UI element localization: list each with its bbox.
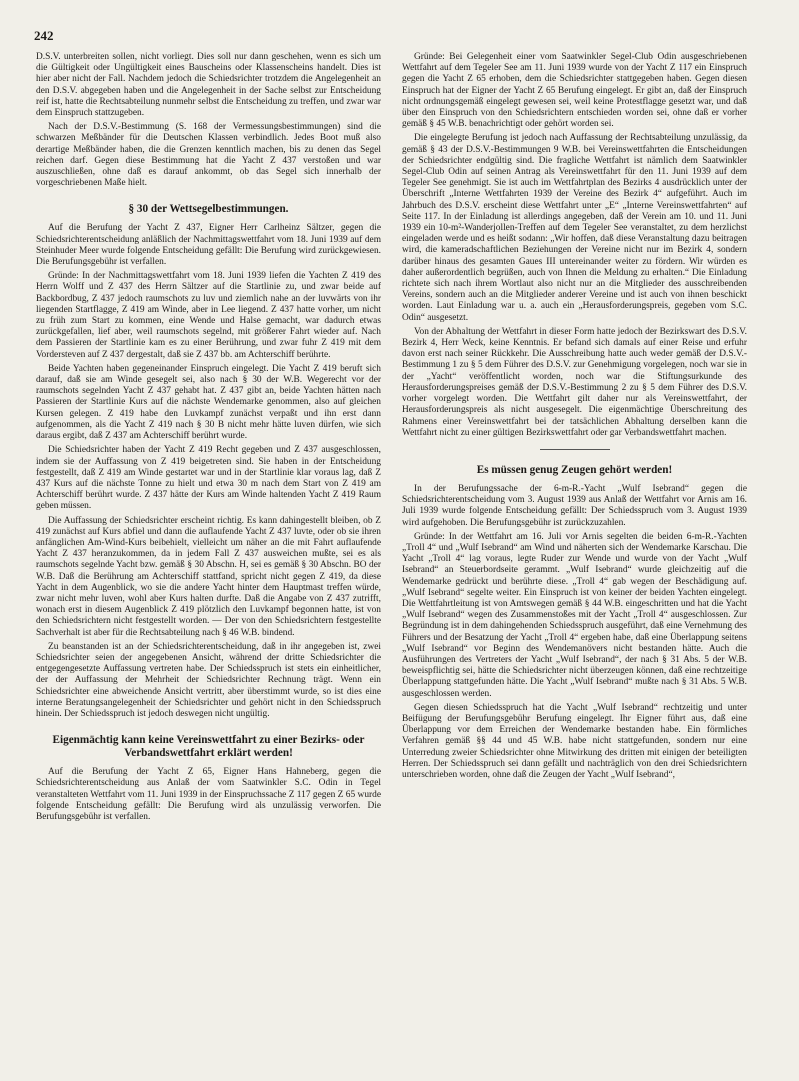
- paragraph: Die Auffassung der Schiedsrichter erscheint richtig. Es kann dahingestellt bleiben, ob Z 419 zunächst auf Kurs abfiel und dann die auflaufende Yacht Z 437 luvte, oder ob sie ihren anfänglichen Am-Wind-Kurs beibehielt, vielleicht um näher an die mit Fahrt auflaufende Yacht Z 437 heranzukommen, da in jedem Fall Z 437 ausweichen mußte, sei es als raumschots segelnde Yacht bzw. gemäß § 30 Abschn. H, sei es gemäß § 30 Abschn. BO der W.B. Daß die Berührung am Achterschiff stattfand, spricht nicht gegen Z 419, da diese Yacht in dem Augenblick, wo sie die andere Yacht hinter dem Hauptmast treffen würde, zwar nicht mehr luven, wohl aber Kurs halten durfte. Daß die Angabe von Z 437 zutrifft, wonach erst in diesem Augenblick Z 419 plötzlich den Luvkampf begonnen hatte, ist von den Schiedsrichtern nicht festgestellt worden. — Der von den Schiedsrichtern festgestellte Sachverhalt ist aber für die Rechtsabteilung nach § 46 W.B. bindend.: [36, 515, 381, 638]
- section-divider: [540, 449, 610, 450]
- paragraph: Auf die Berufung der Yacht Z 65, Eigner Hans Hahneberg, gegen die Schiedsrichterentscheidung aus Anlaß der vom Saatwinkler S.C. Odin in Tegel veranstalteten Wettfahrt vom 11. Juni 1939 in der Einspruchssache Z 117 gegen Z 65 wurde folgende Entscheidung gefällt: Die Berufung wird als unzulässig verworfen. Die Berufungsgebühr ist verfallen.: [36, 767, 381, 822]
- section-heading: Es müssen genug Zeugen gehört werden!: [476, 463, 673, 476]
- paragraph: Gründe: In der Wettfahrt am 16. Juli vor Arnis segelten die beiden 6-m-R.-Yachten „Troll 4“ und „Wulf Isebrand“ am Wind und näherten sich der Wendemarke Karschau. Die Yacht „Troll 4“ lag voraus, legte Ruder zur Wende und wurde von der Yacht „Wulf Isebrand“ an Steuerbordseite gerammt. „Wulf Isebrand“ wurde gleichzeitig auf die Wendemarke gedrückt und berührte diese. „Troll 4“ gab wegen der Beschädigung auf. „Wulf Isebrand“ segelte weiter. Ein Einspruch ist von keiner der beiden Yachten eingelegt. Die Wettfahrtleitung ist von Amtswegen gemäß § 44 W.B. eingeschritten und hat die Yacht „Wulf Isebrand“ wegen des Zusammenstoßes mit der Yacht „Troll 4“ ausgeschlossen. Zur Begründung ist in dem dahingehenden Schiedsspruch ausgeführt, daß eine Vernehmung des Führers und der Besatzung der Yacht „Troll 4“ ergeben habe, daß eine Überlappung seitens „Wulf Isebrand“ vor Beginn des Wendemanövers nicht bestanden hätte. Auch die Ausführungen des Vertreters der Yacht „Wulf Isebrand“, der nach § 31 Abs. 5 der W.B. beweispflichtig sei, hätte die Schiedsrichter nicht überzeugen können, daß eine rechtzeitige Überlappung stattgefunden hätte. Die Yacht „Wulf Isebrand“ mußte nach § 31 Abs. 5 W.B. ausgeschlossen werden.: [402, 531, 747, 699]
- paragraph: Zu beanstanden ist an der Schiedsrichterentscheidung, daß in ihr angegeben ist, zwei Schiedsrichter seien der angegebenen Ansicht, während der dritte Schiedsrichter die entgegengesetzte Auffassung vertreten habe. Der Schiedsspruch ist stets ein einheitlicher, der der Auffassung der Mehrheit der Schiedsrichter Rechnung trägt. Wenn ein Schiedsrichter eine abweichende Ansicht vertritt, aber überstimmt wurde, so ist dies eine interne Beratungsangelegenheit der Schiedsrichter und gehört nicht in den Schiedsspruch hinein. Der Schiedsspruch ist jedoch deswegen nicht ungültig.: [36, 641, 381, 719]
- paragraph: Die Schiedsrichter haben der Yacht Z 419 Recht gegeben und Z 437 ausgeschlossen, indem sie der Auffassung von Z 419 beigetreten sind. Sie haben in der Entscheidung festgestellt, daß Z 419 am Winde gestartet war und in der Startlinie klar voraus lag, daß Z 437 Kurs auf die nächste Tonne zu hielt und etwa 30 m nach dem Start von Z 419 am Achterschiff berührt wurde. Z 437 hätte der Kurs am Winde haltenden Yacht Z 419 Raum geben müssen.: [36, 445, 381, 512]
- left-column: [36, 52, 381, 1062]
- paragraph: Nach der D.S.V.-Bestimmung (S. 168 der Vermessungsbestimmungen) sind die schwarzen Meßbänder für die Deutschen Klassen verbindlich. Jedes Boot muß also derartige Meßbänder haben, die die Grenzen kenntlich machen, bis zu denen das Segel reichen darf. Gegen diese Bestimmung hat die Yacht Z 437 verstoßen und war auszuschließen, ohne daß es darauf ankommt, ob das Segel sich innerhalb der vorgeschriebenen Maße hielt.: [36, 122, 381, 189]
- section-heading: § 30 der Wettsegelbestimmungen.: [128, 203, 289, 216]
- paragraph: Gründe: In der Nachmittagswettfahrt vom 18. Juni 1939 liefen die Yachten Z 419 des Herrn Wolff und Z 437 des Herrn Sältzer auf die Startlinie zu, und zwar beide auf Backbordbug, Z 437 jedoch raumschots zu luv und ziemlich nahe an der luvwärts von ihr liegenden Startflagge, Z 419 am Winde, aber in Lee liegend. Z 437 hatte vorher, um nicht zu früh zum Start zu kommen, eine Wende und Halse gemacht, war dadurch etwas zurückgefallen, lief aber, weil raumschots segelnd, mit größerer Fahrt wieder auf. Nach dem Passieren der Startlinie kam es zu einer Berührung, und zwar fuhr Z 419 mit dem Vordersteven auf Z 437 dergestalt, daß sie Z 437 bb. am Achterschiff berührte.: [36, 271, 381, 360]
- page-number: 242: [34, 28, 54, 43]
- right-column: [402, 52, 747, 1062]
- paragraph: D.S.V. unterbreiten sollen, nicht vorliegt. Dies soll nur dann geschehen, wenn es sich um die Gültigkeit oder Ungültigkeit eines Bauscheins oder Klassenscheins handelt. Dies ist hier aber nicht der Fall. Nachdem jedoch die Schiedsrichter trotzdem die Angelegenheit an den D.S.V. abgegeben haben und die Angelegenheit in der Sache selbst zur Entscheidung reif ist, hatte die Rechtsabteilung nunmehr selbst die Entscheidung zu treffen, und zwar war dem Einspruch stattzugeben.: [36, 52, 381, 119]
- paragraph: In der Berufungssache der 6-m-R.-Yacht „Wulf Isebrand“ gegen die Schiedsrichterentscheidung vom 3. August 1939 aus Anlaß der Wettfahrt vor Arnis am 16. Juli 1939 wurde folgende Entscheidung gefällt: Der Schiedsspruch vom 3. August 1939 wird aufgehoben. Die Berufungsgebühr ist zurückzuzahlen.: [402, 483, 747, 528]
- paragraph: Von der Abhaltung der Wettfahrt in dieser Form hatte jedoch der Bezirkswart des D.S.V. Bezirk 4, Herr Weck, keine Kenntnis. Er befand sich damals auf einer Reise und erfuhr davon erst nach seiner Rückkehr. Die Ausschreibung hatte auch weder gemäß der D.S.V.-Bestimmung 1 zu § 5 dem Führer des D.S.V. zur Genehmigung vorgelegen, noch war sie in der „Yacht“ veröffentlicht worden, noch war die Stiftungsurkunde des Herausforderungspreises gemäß der D.S.V.-Bestimmung 2 zu § 5 dem Führer des D.S.V. vorher vorgelegt worden. Die Wettfahrt gilt daher nur als Vereinswettfahrt, der Herausforderungspreis als nicht ausgesegelt. Die eigenmächtige Überschreitung des Rahmens einer Vereinswettfahrt bei der tatsächlichen Abhaltung derselben kann die Wettfahrt nicht zu einer gültigen Bezirkswettfahrt oder gar Verbandswettfahrt machen.: [402, 326, 747, 438]
- section-heading: Eigenmächtig kann keine Vereinswettfahrt zu einer Bezirks- oder Verbandswettfahrt erklärt werden!: [52, 734, 365, 760]
- paragraph: Auf die Berufung der Yacht Z 437, Eigner Herr Carlheinz Sältzer, gegen die Schiedsrichterentscheidung anläßlich der Nachmittagswettfahrt vom 18. Juni 1939 auf dem Steinhuder Meer wurde folgende Entscheidung gefällt: Die Berufung wird zurückgewiesen. Die Berufungsgebühr ist verfallen.: [36, 223, 381, 268]
- paragraph: Gründe: Bei Gelegenheit einer vom Saatwinkler Segel-Club Odin ausgeschriebenen Wettfahrt auf dem Tegeler See am 11. Juni 1939 wurde von der Yacht Z 117 ein Einspruch gegen die Yacht Z 65 erhoben, dem die Schiedsrichter stattgegeben haben. Gegen diesen Einspruch hat der Eigner der Yacht Z 65 Berufung eingelegt. Er gibt an, daß der Einspruch nicht ordnungsgemäß eingelegt gewesen sei, weil keine Protestflagge gesetzt war, und daß über den Einspruch von den Schiedsrichtern entschieden worden sei, ohne daß er vorher gemäß § 45 W.B. benachrichtigt oder gehört worden sei.: [402, 52, 747, 130]
- paragraph: Beide Yachten haben gegeneinander Einspruch eingelegt. Die Yacht Z 419 beruft sich darauf, daß sie am Winde gesegelt sei, also nach § 30 der W.B. Wegerecht vor der raumschots segelnden Yacht Z 437 gehabt hat. Z 437 gibt an, beide Yachten hätten nach Passieren der Startlinie Kurs auf die nächste Wendemarke genommen, also auf gleichen Kursen gelegen. Z 419 habe den Luvkampf zunächst verpaßt und ihn erst dann aufgenommen, als die Yacht Z 419 nach § 30 B nicht mehr hätte luven dürfen, wie sich daraus ergibt, daß Z 437 am Achterschiff berührt wurde.: [36, 363, 381, 442]
- paragraph: Die eingelegte Berufung ist jedoch nach Auffassung der Rechtsabteilung unzulässig, da gemäß § 43 der D.S.V.-Bestimmungen 9 W.B. bei Vereinswettfahrten die Entscheidungen der Schiedsrichter endgültig sind. Die fragliche Wettfahrt ist nämlich dem Saatwinkler Segel-Club Odin auf seinen Antrag als Vereinswettfahrt für den 11. Juni 1939 auf dem Tegeler See genehmigt. Sie ist auch im Wettfahrtplan des Bezirks 4 ausdrücklich unter der Überschrift „Interne Wettfahrten 1939 der Vereine des Bezirk 4“ aufgeführt. Auch im Jahrbuch des D.S.V. erscheint diese Wettfahrt unter „E“ „Interne Vereinswettfahrten“ auf Seite 117. In der Einladung ist allerdings angegeben, daß der Verein am 10. und 11. Juni 1939 ein 10-m²-Wanderjollen-Treffen auf dem Tegeler See veranstaltet, zu dem herzlichst eingeladen werde und es heißt sodann: „Wir hoffen, daß diese Veranstaltung dazu beitragen wird, die kameradschaftlichen Beziehungen der Vereine nicht nur im Bezirk 4, sondern darüber hinaus des gesamten Gaues III untereinander weiter zu fördern. Wir würden es daher außerordentlich begrüßen, auch von Ihnen die Meldung zu erhalten.“ Die Einladung richtete sich nach ihrem Wortlaut also nicht nur an die Mitglieder des ausschreibenden Vereins, sondern auch an die Mitglieder anderer Vereine und ist auch von ihnen beschickt worden. Laut Einladung war u. a. auch ein „Herausforderungspreis, gegeben vom S.C. Odin“ ausgesetzt.: [402, 133, 747, 323]
- paragraph: Gegen diesen Schiedsspruch hat die Yacht „Wulf Isebrand“ rechtzeitig und unter Beifügung der Berufungsgebühr Berufung eingelegt. Ihr Eigner führt aus, daß eine Überlappung vor dem Erreichen der Wendemarke bestanden habe. Ein förmliches Verfahren gemäß §§ 44 und 45 W.B. habe nicht stattgefunden, sondern nur eine Unterredung zweier Schiedsrichter ohne Mitwirkung des dritten mit einigen der beteiligten Herren. Der Schiedsspruch sei dann gefällt und nachträglich von den drei Schiedsrichtern unterschrieben worden, ohne daß die Zeugen der Yacht „Wulf Isebrand“,: [402, 702, 747, 780]
